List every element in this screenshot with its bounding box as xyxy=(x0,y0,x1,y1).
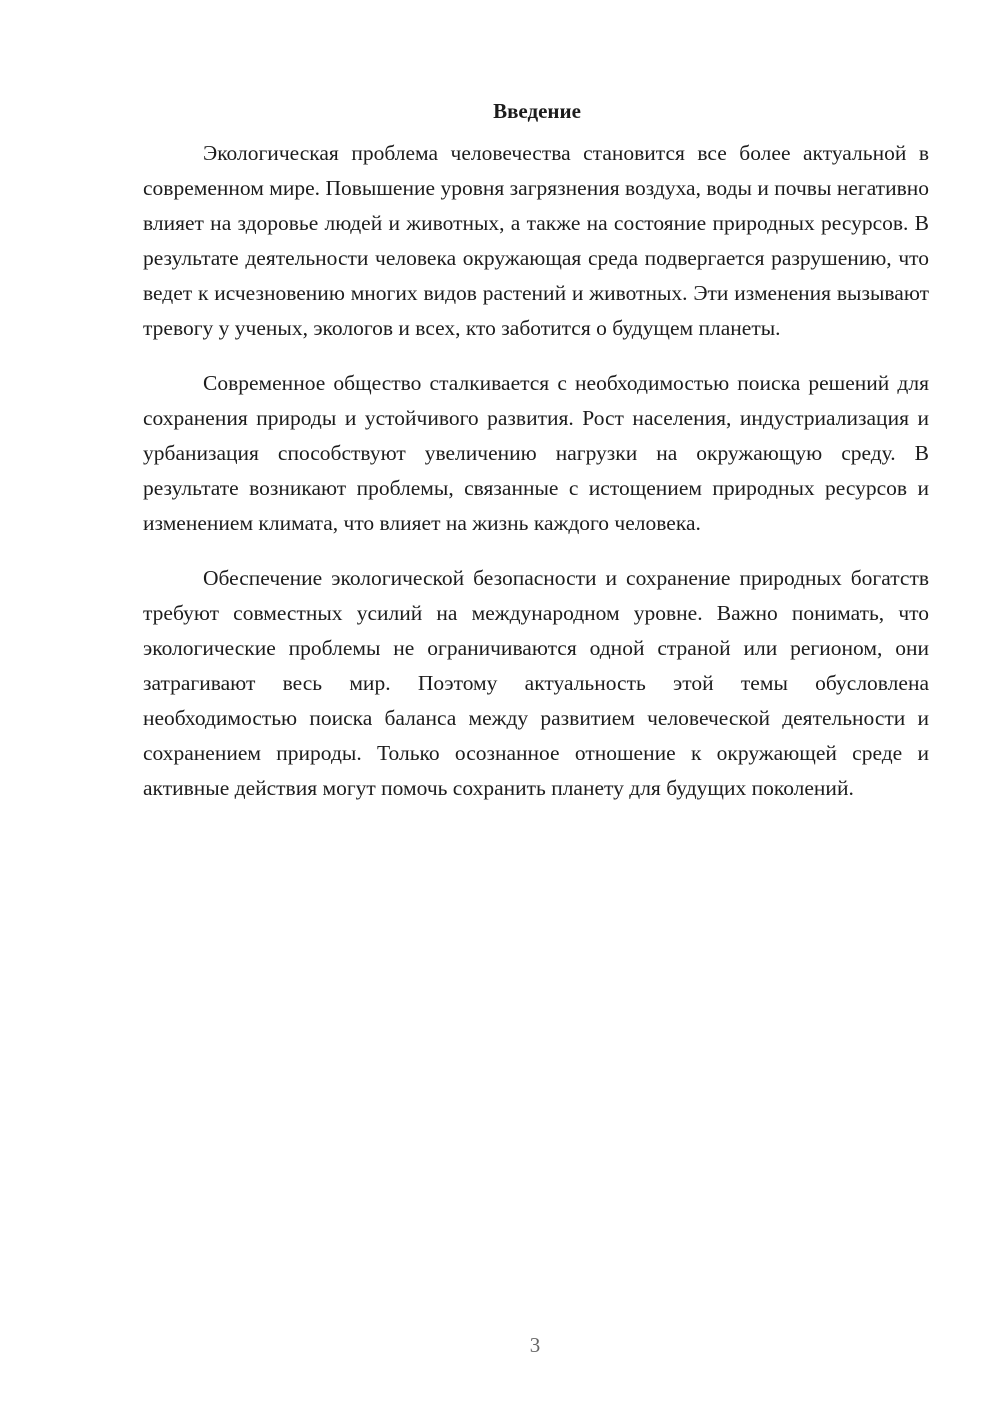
paragraph-2: Современное общество сталкивается с необходимостью поиска решений для сохранения природы и устойчивого развития. Рост населения, индустриализация и урбанизация способствуют увеличению нагрузки на окружающую среду. В результате возникают проблемы, связанные с истощением природных ресурсов и изменением климата, что влияет на жизнь каждого человека. xyxy=(143,371,929,535)
page-number: 3 xyxy=(529,1333,541,1357)
page-body xyxy=(143,96,929,826)
paragraph-1: Экологическая проблема человечества становится все более актуальной в современном мире. Повышение уровня загрязнения воздуха, воды и почвы негативно влияет на здоровье людей и животных, а также на состояние природных ресурсов. В результате деятельности человека окружающая среда подвергается разрушению, что ведет к исчезновению многих видов растений и животных. Эти изменения вызывают тревогу у ученых, экологов и всех, кто заботится о будущем планеты. xyxy=(143,141,929,340)
paragraph-3: Обеспечение экологической безопасности и сохранение природных богатств требуют совместных усилий на международном уровне. Важно понимать, что экологические проблемы не ограничиваются одной страной или регионом, они затрагивают весь мир. Поэтому актуальность этой темы обусловлена необходимостью поиска баланса между развитием человеческой деятельности и сохранением природы. Только осознанное отношение к окружающей среде и активные действия могут помочь сохранить планету для будущих поколений. xyxy=(143,566,929,800)
section-heading: Введение xyxy=(493,99,581,123)
